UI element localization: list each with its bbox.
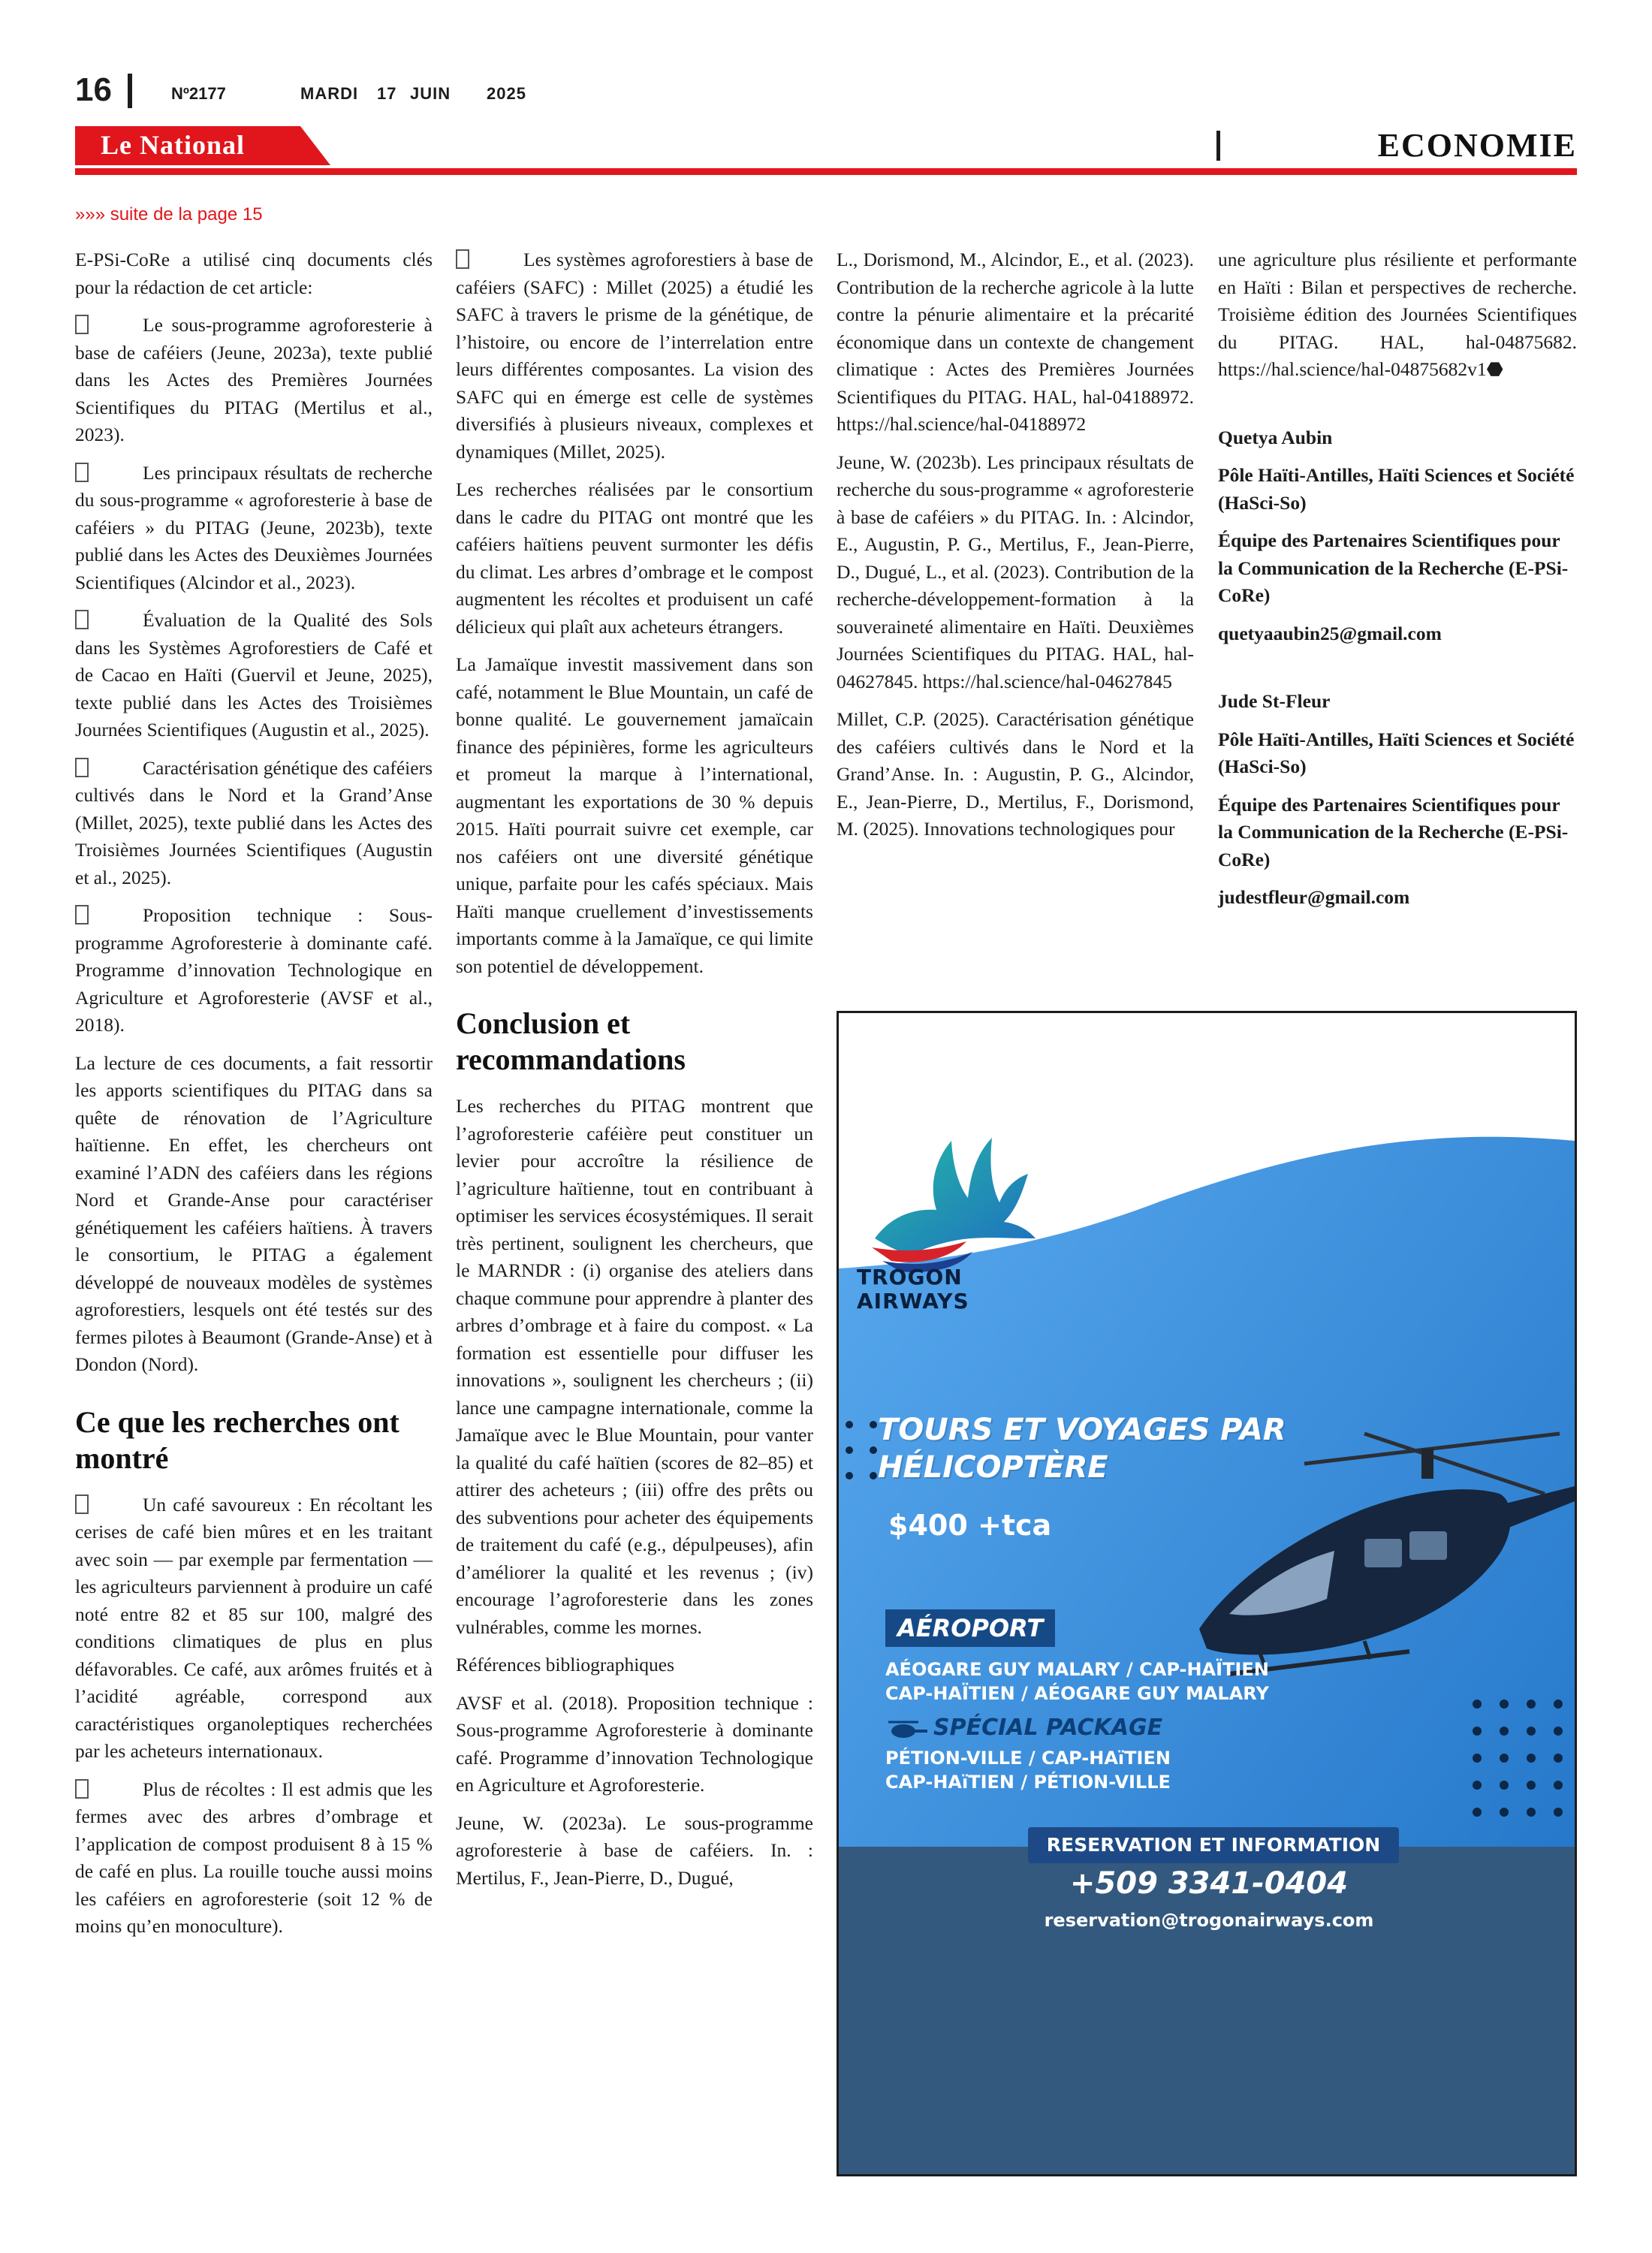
author-email-link[interactable]: judestfleur@gmail.com [1218, 886, 1410, 908]
issue-year: 2025 [487, 84, 526, 103]
article-column-4 [1218, 246, 1577, 922]
article-column-2 [456, 246, 813, 1902]
reservation-banner: RESERVATION ET INFORMATION [1028, 1827, 1399, 1863]
author-email-link[interactable]: quetyaaubin25@gmail.com [1218, 622, 1442, 644]
reference-entry: Millet, C.P. (2025). Caractérisation génétique des caféiers cultivés dans le Nord et la Grand’Anse. In. : Augustin, P. G., Alcindor, E., Jean-Pierre, D., Mertilus, F., Dorismond, M. (2025). Innovations technologiques pour [837, 708, 1194, 840]
author-affiliation: Équipe des Partenaires Scientifiques pour la Communication de la Recherche (E-PSi-CoRe) [1218, 793, 1569, 870]
route-line: PÉTION-VILLE / CAP-HAïTIEN [885, 1748, 1171, 1769]
issue-date: 17 [377, 84, 397, 103]
bullet-glyph-icon [75, 1494, 89, 1514]
page-number-divider [128, 74, 132, 108]
bullet-glyph-icon [75, 758, 89, 777]
list-item [75, 460, 433, 597]
section-divider [1216, 131, 1220, 161]
issue-day: MARDI [300, 84, 359, 103]
list-item [75, 902, 433, 1039]
continued-from-link[interactable]: »»» suite de la page 15 [75, 204, 263, 225]
list-item-text: Caractérisation génétique des caféiers cultivés dans le Nord et la Grand’Anse (Millet, 2025), texte publié dans les Actes des Troisièmes Journées Scientifiques (Augustin et al., 2025). [75, 756, 433, 888]
author-affiliation: Équipe des Partenaires Scientifiques pour la Communication de la Recherche (E-PSi-CoRe) [1218, 529, 1569, 606]
list-item [75, 312, 433, 449]
bullet-glyph-icon [75, 1779, 89, 1799]
ad-tagline: TOURS ET VOYAGES PAR HÉLICOPTÈRE [878, 1413, 1286, 1485]
article-column-1 [75, 246, 433, 1951]
bullet-glyph-icon [75, 315, 89, 334]
body-paragraph: Les recherches réalisées par le consortium dans le cadre du PITAG ont montré que les caféiers haïtiens peuvent surmonter les défis du climat. Les arbres d’ombrage et le compost augmentent les récoltes et produisent un café délicieux qui plaît aux acheteurs étrangers. [456, 478, 813, 638]
list-item [75, 1491, 433, 1766]
list-item-text: Évaluation de la Qualité des Sols dans les Systèmes Agroforestiers de Café et de Cacao en Haïti (Guervil et Jeune, 2025), texte publié dans les Actes des Troisièmes Journées Scientifiques (Augustin et al., 2025). [75, 609, 433, 740]
list-item [75, 755, 433, 892]
list-item-text: Les principaux résultats de recherche du sous-programme « agroforesterie à base de caféiers » du PITAG (Jeune, 2023b), texte publié dans les Actes des Deuxièmes Journées Scientifiques (Alcindor et al., 2023). [75, 461, 433, 593]
reference-entry: L., Dorismond, M., Alcindor, E., et al. (2023). Contribution de la recherche agricole à la lutte contre la pénurie alimentaire et la précarité économique dans un contexte de changement climatique : Actes des Premières Journées Scientifiques du PITAG. HAL, hal-04188972. https://hal.science/hal-04188972 [837, 249, 1194, 435]
author-affiliation: Pôle Haïti-Antilles, Haïti Sciences et Société (HaSci-So) [1218, 464, 1575, 514]
article-column-3 [837, 246, 1194, 854]
references-label: Références bibliographiques [456, 1654, 675, 1675]
reference-entry: une agriculture plus résiliente et performante en Haïti : Bilan et perspectives de recherche. Troisième édition des Journées Scientifiques du PITAG. HAL, hal-04875682. https://hal.science/hal-04875682v1⬣ [1218, 249, 1577, 380]
ad-background [839, 1013, 1575, 2174]
list-item-text: Les systèmes agroforestiers à base de caféiers (SAFC) : Millet (2025) a étudié les SAFC à travers le prisme de la génétique, de l’histoire, ou encore de l’interrelation entre leurs différentes composantes. La vision des SAFC qui en émerge est celle de systèmes diversifiés à plusieurs niveaux, complexes et dynamiques (Millet, 2025). [456, 249, 813, 463]
reference-entry: Jeune, W. (2023a). Le sous-programme agroforesterie à base de caféiers. In. : Mertilus, F., Jean-Pierre, D., Dugué, [456, 1811, 813, 1889]
section-title: ECONOMIE [1377, 127, 1577, 164]
body-paragraph: La Jamaïque investit massivement dans son café, notamment le Blue Mountain, un café de bonne qualité. Le gouvernement jamaïcain finance des pépinières, forme les agriculteurs et promeut la marque à l’international, augmentant les exportations de 30 % depuis 2015. Haïti pourrait suivre cet exemple, car nos caféiers ont une diversité génétique unique, parfaite pour les cafés spéciaux. Mais Haïti manque cruellement d’investissements importants comme à la Jamaïque, ce qui limite son potentiel de développement. [456, 653, 813, 977]
section-heading: Ce que les recherches ont montré [75, 1404, 399, 1475]
route-line: CAP-HAÏTIEN / AÉOGARE GUY MALARY [885, 1683, 1269, 1704]
page-header [75, 69, 1577, 114]
masthead [75, 126, 1577, 179]
bullet-glyph-icon [75, 463, 89, 482]
page-number: 16 [75, 71, 112, 108]
reference-entry: AVSF et al. (2018). Proposition technique : Sous-programme Agroforesterie à dominante café. Programme d’innovation Technologique en Agriculture et Agroforesterie. [456, 1691, 813, 1796]
list-item [75, 1776, 433, 1941]
ad-phone-number[interactable]: +509 3341-0404 [1069, 1866, 1349, 1901]
author-name: Jude St-Fleur [1218, 690, 1331, 712]
route-line: AÉOGARE GUY MALARY / CAP-HAÏTIEN [885, 1659, 1269, 1680]
issue-number: Nº2177 [171, 84, 226, 103]
body-paragraph: Les recherches du PITAG montrent que l’agroforesterie caféière peut constituer un levier pour accroître la résilience de l’agriculture haïtienne, tout en contribuant à optimiser les services écosystémiques. Il serait très pertinent, soulignent les chercheurs, que le MARNDR : (i) organise des ateliers dans chaque commune pour apprendre à planter des arbres d’ombrage et à faire du compost. « La formation est essentielle pour diffuser les innovations », soulignent les chercheurs ; (ii) lance une campagne internationale, comme la Jamaïque avec le Blue Mountain, pour vanter la qualité du café haïtien (scores de 82–85) et attirer des acheteurs ; (iii) offre des prêts ou des subventions pour acheter des équipements de traitement du café (e.g., dépulpeuses), afin d’améliorer la qualité et les revenus ; (iv) encourage l’agroforesterie dans les zones vulnérables, comme les mornes. [456, 1095, 813, 1638]
author-affiliation: Pôle Haïti-Antilles, Haïti Sciences et Société (HaSci-So) [1218, 728, 1575, 777]
special-package-text: SPÉCIAL PACKAGE [933, 1715, 1163, 1741]
author-name: Quetya Aubin [1218, 426, 1333, 448]
body-paragraph: La lecture de ces documents, a fait ressortir les apports scientifiques du PITAG dans sa quête de rénovation de l’Agriculture haïtienne. En effet, les chercheurs ont examiné l’ADN des caféiers dans les régions Nord et Grande-Anse pour caractériser génétiquement les caféiers haïtiens. À travers le consortium, le PITAG a également développé de nouveaux modèles de systèmes agroforestiers, lesquels ont été testés sur des fermes pilotes à Beaumont (Grande-Anse) et à Dondon (Nord). [75, 1051, 433, 1375]
reference-entry: Jeune, W. (2023b). Les principaux résultats de recherche du sous-programme « agroforesterie à base de caféiers » du PITAG. In. : Alcindor, E., Augustin, P. G., Mertilus, F., Jean-Pierre, D., Dugué, L., et al. (2023). Contribution de la recherche-développement-formation à la souveraineté alimentaire en Haïti. Deuxièmes Journées Scientifiques du PITAG. HAL, hal-04627845. https://hal.science/hal-04627845 [837, 451, 1194, 692]
bullet-glyph-icon [456, 249, 469, 269]
list-item-text: Proposition technique : Sous-programme Agroforesterie à dominante café. Programme d’innovation Technologique en Agriculture et Agroforesterie (AVSF et al., 2018). [75, 904, 433, 1036]
special-package-label [885, 1715, 1162, 1741]
trogon-airways-logo-text [857, 1265, 969, 1313]
list-item-text: Un café savoureux : En récoltant les cerises de café bien mûres et en les traitant avec soin — par exemple par fermentation — les agriculteurs parviennent à produire un café noté entre 82 et 85 sur 100, malgré des conditions climatiques de plus en plus défavorables. Ce café, aux arômes fruités et à l’acidité agréable, correspond aux caractéristiques organoleptiques recherchées par les acheteurs internationaux. [75, 1493, 433, 1762]
list-item [75, 607, 433, 744]
brand-line-1: TROGON [857, 1265, 963, 1289]
brand-line-2: AIRWAYS [857, 1289, 969, 1313]
list-item-text: Le sous-programme agroforesterie à base de caféiers (Jeune, 2023a), texte publié dans les Actes des Premières Journées Scientifiques du PITAG (Mertilus et al., 2023). [75, 314, 433, 445]
intro-paragraph: E-PSi-CoRe a utilisé cinq documents clés pour la rédaction de cet article: [75, 249, 433, 298]
list-item-text: Plus de récoltes : Il est admis que les fermes avec des arbres d’ombrage et l’application de compost produisent 8 à 15 % de café en plus. La rouille touche aussi moins les caféiers en agroforesterie (soit 12 % de moins qu’en monoculture). [75, 1778, 433, 1937]
route-line: CAP-HAïTIEN / PÉTION-VILLE [885, 1772, 1171, 1793]
section-heading: Conclusion et recommandations [456, 1006, 686, 1076]
trogon-airways-advertisement[interactable] [837, 1011, 1577, 2176]
list-item [456, 246, 813, 466]
airport-badge: AÉROPORT [885, 1609, 1055, 1647]
section-rule [75, 168, 1577, 175]
ad-email-link[interactable]: reservation@trogonairways.com [1044, 1910, 1374, 1931]
bullet-glyph-icon [75, 610, 89, 629]
issue-month: JUIN [410, 84, 451, 103]
newspaper-logo: Le National [101, 130, 246, 160]
ad-price: $400 +tca [888, 1509, 1052, 1542]
bullet-glyph-icon [75, 905, 89, 924]
